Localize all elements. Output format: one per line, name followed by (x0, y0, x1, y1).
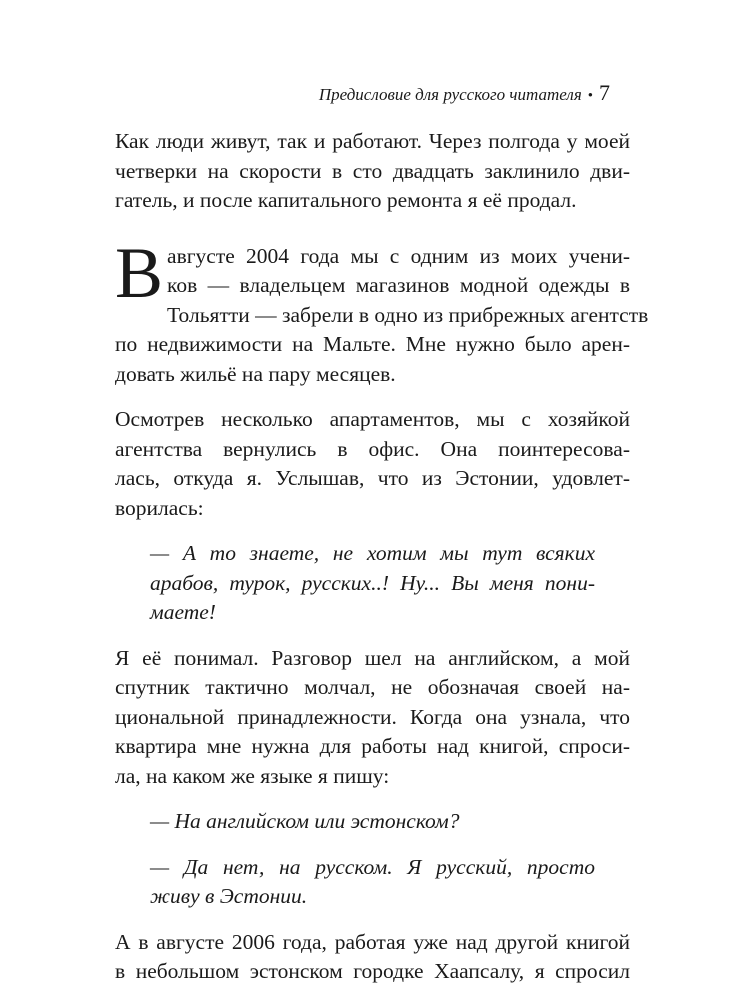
text-line: — Да нет, на русском. Я русский, просто (150, 854, 595, 879)
text-line: маете! (150, 600, 216, 624)
paragraph-2 (115, 232, 649, 390)
paragraph-3 (115, 405, 630, 523)
text-line: Как люди живут, так и работают. Через полгода у моей (115, 129, 630, 153)
text-line: — На английском или эстонском? (150, 809, 460, 833)
text-line: квартира мне нужна для работы над книгой, спроси- (115, 734, 630, 758)
quote-2 (150, 807, 595, 837)
text-line: лась, откуда я. Услышав, что из Эстонии, удовлет- (115, 466, 630, 490)
text-line: августе 2004 года мы с одним из моих учени- (167, 243, 630, 268)
drop-cap: В (115, 232, 164, 313)
text-line: Тольятти — забрели в одно из прибрежных агентств (167, 302, 649, 327)
text-line: Осмотрев несколько апартаментов, мы с хозяйкой (115, 407, 630, 431)
body-text (115, 127, 649, 1003)
text-line: спутник тактично молчал, не обозначая своей на- (115, 675, 630, 699)
text-line: агентства вернулись в офис. Она поинтересова- (115, 436, 630, 461)
paragraph-5 (115, 928, 630, 987)
text-line: четверки на скорости в сто двадцать заклинило дви- (115, 158, 630, 183)
text-line: Я её понимал. Разговор шел на английском, а мой (115, 645, 630, 670)
chapter-title: Предисловие для русского читателя (318, 85, 582, 104)
text-line: довать жильё на пару месяцев. (115, 361, 396, 386)
text-line: циональной принадлежности. Когда она узнала, что (115, 704, 630, 729)
text-line: А в августе 2006 года, работая уже над другой книгой (115, 929, 630, 954)
text-line: живу в Эстонии. (150, 884, 308, 908)
quote-1 (150, 539, 595, 628)
text-line: гатель, и после капитального ремонта я её продал. (115, 188, 577, 212)
text-line: — А то знаете, не хотим мы тут всяких (150, 541, 595, 565)
quote-3 (150, 853, 595, 912)
bullet-separator: • (587, 88, 593, 104)
text-line: по недвижимости на Мальте. Мне нужно было арен- (115, 332, 630, 356)
paragraph-4 (115, 644, 630, 792)
text-line: ла, на каком же языке я пишу: (115, 763, 390, 788)
paragraph-1 (115, 127, 630, 216)
running-head (319, 80, 610, 106)
page-number: 7 (599, 80, 610, 105)
text-line: ков — владельцем магазинов модной одежды в (167, 273, 630, 297)
text-line: арабов, турок, русских..! Ну... Вы меня пони- (150, 570, 595, 595)
text-line: ворилась: (115, 495, 204, 520)
text-line: в небольшом эстонском городке Хаапсалу, я спросил (115, 959, 630, 983)
